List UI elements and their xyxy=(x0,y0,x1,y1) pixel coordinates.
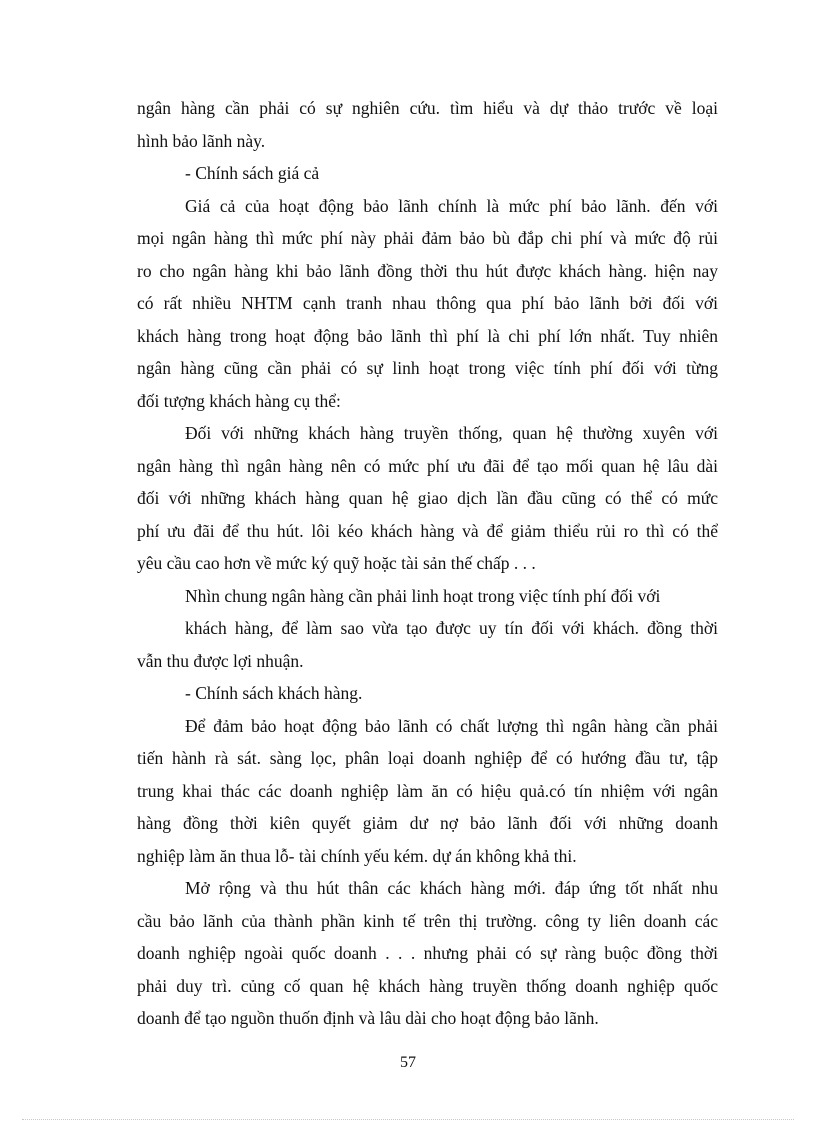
text-line: ngân hàng cũng cần phải có sự linh hoạt trong việc tính phí đối với từng xyxy=(137,358,718,378)
text-line: doanh nghiệp ngoài quốc doanh . . . nhưng phải có sự ràng buộc đồng thời xyxy=(137,943,718,963)
text-line: Mở rộng và thu hút thân các khách hàng mới. đáp ứng tốt nhất nhu xyxy=(185,878,718,898)
text-line: phải duy trì. củng cố quan hệ khách hàng truyền thống doanh nghiệp quốc xyxy=(137,975,718,996)
text-line: hình bảo lãnh này. xyxy=(137,130,266,151)
text-line: phí ưu đãi để thu hút. lôi kéo khách hàng và để giảm thiểu rủi ro thì có thể xyxy=(137,520,718,541)
text-line: vẫn thu được lợi nhuận. xyxy=(137,650,304,671)
text-line: Đối với những khách hàng truyền thống, quan hệ thường xuyên với xyxy=(185,423,718,443)
text-line: hàng đồng thời kiên quyết giảm dư nợ bảo lãnh đối với những doanh xyxy=(137,813,718,833)
text-line: doanh để tạo nguồn thuốn định và lâu dài cho hoạt động bảo lãnh. xyxy=(137,1008,599,1028)
text-line: đối với những khách hàng quan hệ giao dịch lần đầu cũng có thể có mức xyxy=(137,488,718,508)
text-line: trung khai thác các doanh nghiệp làm ăn có hiệu quả.có tín nhiệm với ngân xyxy=(137,780,718,801)
page-number: 57 xyxy=(400,1054,416,1071)
text-line: Giá cả của hoạt động bảo lãnh chính là mức phí bảo lãnh. đến với xyxy=(185,195,718,216)
text-line: khách hàng, để làm sao vừa tạo được uy tín đối với khách. đồng thời xyxy=(185,618,718,638)
text-line: tiến hành rà sát. sàng lọc, phân loại doanh nghiệp để có hướng đầu tư, tập xyxy=(137,748,718,768)
section-heading-price-policy: - Chính sách giá cả xyxy=(185,163,320,183)
text-line: ngân hàng cần phải có sự nghiên cứu. tìm hiểu và dự thảo trước về loại xyxy=(137,98,718,118)
text-line: khách hàng trong hoạt động bảo lãnh thì phí là chi phí lớn nhất. Tuy nhiên xyxy=(137,325,718,346)
text-line: mọi ngân hàng thì mức phí này phải đảm bảo bù đắp chi phí và mức độ rủi xyxy=(137,228,718,248)
section-heading-customer-policy: - Chính sách khách hàng. xyxy=(185,683,363,703)
text-line: cầu bảo lãnh của thành phần kinh tế trên thị trường. công ty liên doanh các xyxy=(137,910,718,931)
text-line: Để đảm bảo hoạt động bảo lãnh có chất lượng thì ngân hàng cần phải xyxy=(185,715,718,736)
text-line: ngân hàng thì ngân hàng nên có mức phí ưu đãi để tạo mối quan hệ lâu dài xyxy=(137,455,718,476)
page-bottom-divider xyxy=(22,1119,794,1120)
body-text xyxy=(137,92,718,1035)
text-line: có rất nhiều NHTM cạnh tranh nhau thông qua phí bảo lãnh bởi đối với xyxy=(137,293,718,313)
text-line: yêu cầu cao hơn về mức ký quỹ hoặc tài sản thế chấp . . . xyxy=(137,553,536,573)
text-line: nghiệp làm ăn thua lỗ- tài chính yếu kém. dự án không khả thi. xyxy=(137,845,577,866)
text-line: Nhìn chung ngân hàng cần phải linh hoạt trong việc tính phí đối với xyxy=(185,585,661,606)
text-line: đối tượng khách hàng cụ thể: xyxy=(137,390,341,411)
text-line: ro cho ngân hàng khi bảo lãnh đồng thời thu hút được khách hàng. hiện nay xyxy=(137,260,718,281)
